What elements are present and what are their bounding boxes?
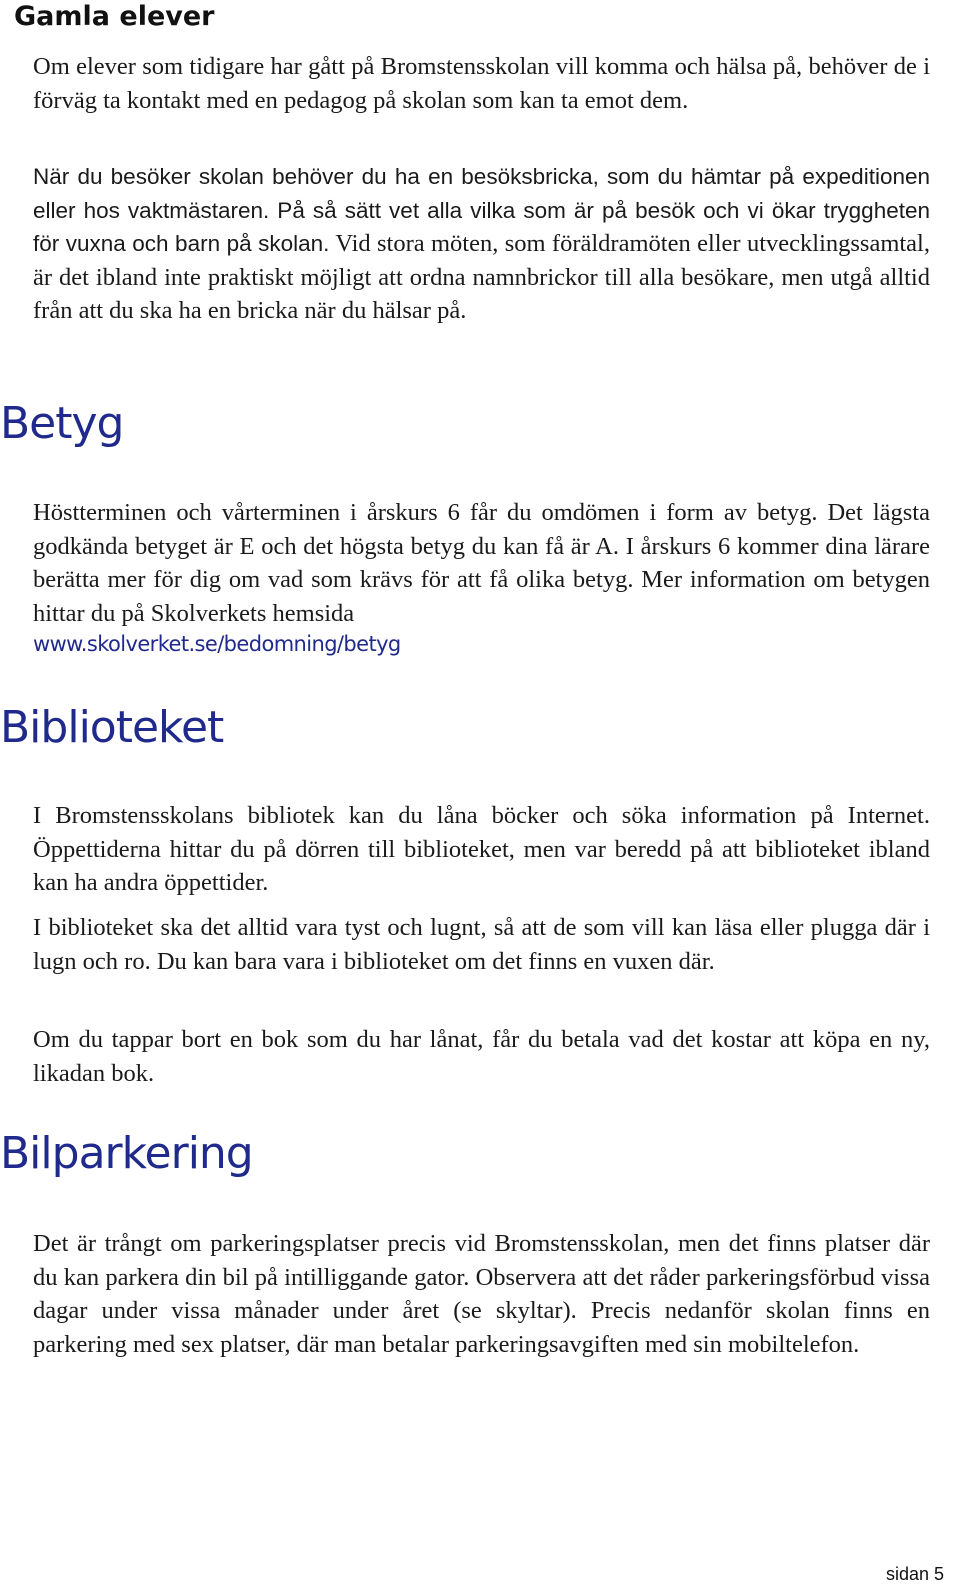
heading-betyg: Betyg <box>0 398 124 449</box>
paragraph-gamla-elever-2 <box>33 160 930 328</box>
heading-biblioteket: Biblioteket <box>0 702 224 753</box>
paragraph-gamla-elever-2a: När du besöker skolan behöver du ha en besöksbricka, som du hämtar på expeditionen eller hos vaktmästaren. På så sätt vet alla vilka som är på besök och vi ökar tryggheten för vuxna och barn på skolan. <box>33 164 930 256</box>
paragraph-bilparkering: Det är trångt om parkeringsplatser precis vid Bromstensskolan, men det finns platser där du kan parkera din bil på intilliggande gator. Observera att det råder parkeringsförbud vissa dagar under vissa månader under året (se skyltar). Precis nedanför skolan finns en parkering med sex platser, där man betalar parkeringsavgiften med sin mobiltelefon. <box>33 1230 930 1358</box>
paragraph-biblioteket-1: I Bromstensskolans bibliotek kan du låna böcker och söka information på Internet. Öppettiderna hittar du på dörren till biblioteket, men var beredd på att biblioteket ibland kan ha andra öppettider. <box>33 802 930 896</box>
heading-gamla-elever: Gamla elever <box>14 1 215 32</box>
paragraph-biblioteket-3: Om du tappar bort en bok som du har lånat, får du betala vad det kostar att köpa en ny, likadan bok. <box>33 1026 930 1087</box>
heading-bilparkering: Bilparkering <box>0 1128 253 1179</box>
skolverket-link[interactable]: www.skolverket.se/bedomning/betyg <box>33 632 401 656</box>
paragraph-betyg: Höstterminen och vårterminen i årskurs 6 får du omdömen i form av betyg. Det lägsta godkända betyget är E och det högsta betyg du kan få är A. I årskurs 6 kommer dina lärare berätta mer för dig om vad som krävs för att få olika betyg. Mer information om betygen hittar du på Skolverkets hemsida <box>33 499 930 627</box>
page-number: sidan 5 <box>885 1564 944 1584</box>
paragraph-gamla-elever-1: Om elever som tidigare har gått på Bromstensskolan vill komma och hälsa på, behöver de i förväg ta kontakt med en pedagog på skolan som kan ta emot dem. <box>33 53 930 114</box>
paragraph-biblioteket-2: I biblioteket ska det alltid vara tyst och lugnt, så att de som vill kan läsa eller plugga där i lugn och ro. Du kan bara vara i biblioteket om det finns en vuxen där. <box>33 914 930 975</box>
paragraph-gamla-elever-2b: Vid stora möten, som föräldramöten eller utvecklingssamtal, är det ibland inte praktiskt möjligt att ordna namnbrickor till alla besökare, men utgå alltid från att du ska ha en bricka när du hälsar på. <box>33 230 930 324</box>
